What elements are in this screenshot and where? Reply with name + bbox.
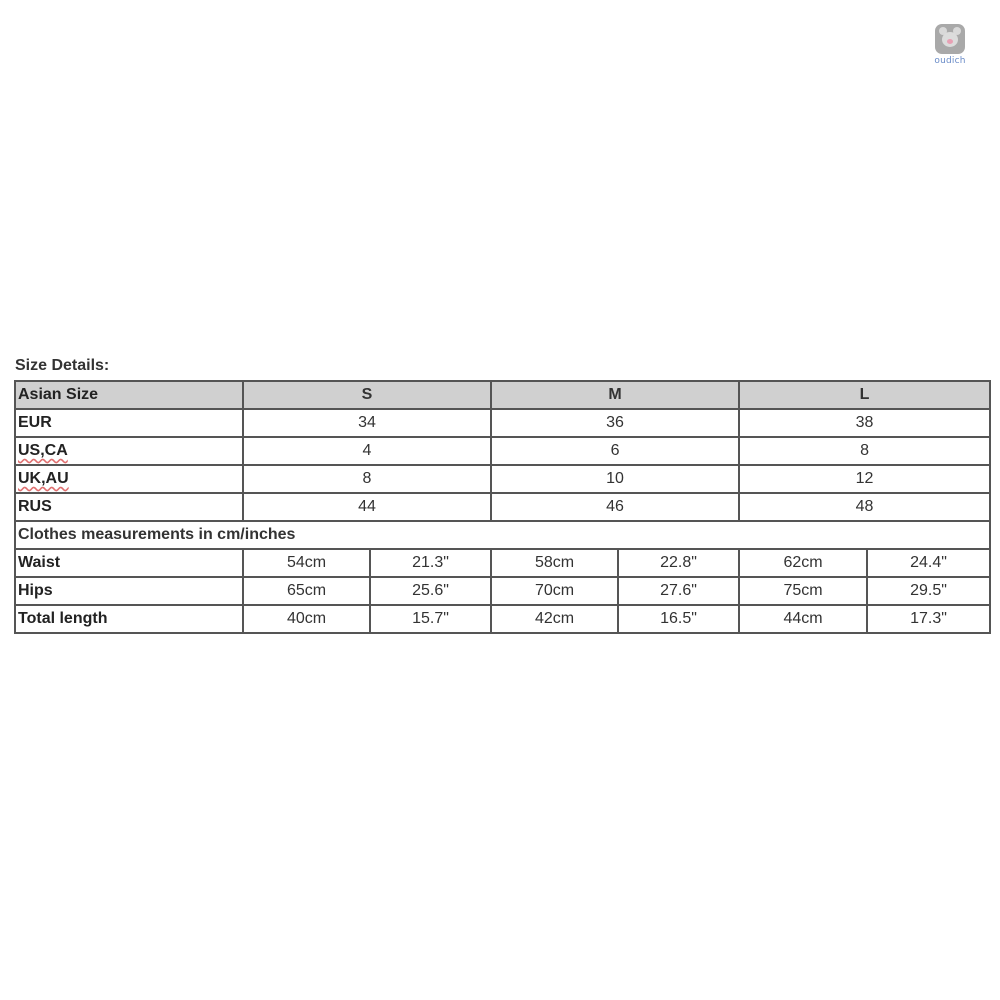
table-cell: 36 <box>491 409 739 437</box>
table-cell: 6 <box>491 437 739 465</box>
table-row <box>15 549 990 577</box>
table-cell: 8 <box>243 465 491 493</box>
row-label: Waist <box>15 549 243 577</box>
table-header-row <box>15 381 990 409</box>
table-cell: 21.3" <box>370 549 491 577</box>
table-cell: 70cm <box>491 577 618 605</box>
table-cell: 40cm <box>243 605 370 633</box>
table-cell: 17.3" <box>867 605 990 633</box>
size-header-m: M <box>491 381 739 409</box>
table-row <box>15 605 990 633</box>
table-row <box>15 409 990 437</box>
table-cell: 22.8" <box>618 549 739 577</box>
table-cell: 24.4" <box>867 549 990 577</box>
table-cell: 34 <box>243 409 491 437</box>
row-label: Total length <box>15 605 243 633</box>
brand-logo-text: oudich <box>934 56 966 66</box>
mouse-logo-icon <box>935 24 965 54</box>
table-cell: 58cm <box>491 549 618 577</box>
row-label: EUR <box>15 409 243 437</box>
table-row <box>15 493 990 521</box>
table-cell: 46 <box>491 493 739 521</box>
table-cell: 4 <box>243 437 491 465</box>
size-chart-table <box>14 380 991 634</box>
size-header-s: S <box>243 381 491 409</box>
table-cell: 15.7" <box>370 605 491 633</box>
table-cell: 16.5" <box>618 605 739 633</box>
measurements-section-label: Clothes measurements in cm/inches <box>15 521 990 549</box>
row-label <box>15 465 243 493</box>
size-details-title: Size Details: <box>15 357 110 374</box>
table-cell: 8 <box>739 437 990 465</box>
table-cell: 44 <box>243 493 491 521</box>
size-header-l: L <box>739 381 990 409</box>
row-label: RUS <box>15 493 243 521</box>
table-cell: 75cm <box>739 577 867 605</box>
row-label-text: US,CA <box>18 442 68 459</box>
table-cell: 48 <box>739 493 990 521</box>
table-cell: 12 <box>739 465 990 493</box>
table-cell: 27.6" <box>618 577 739 605</box>
table-cell: 42cm <box>491 605 618 633</box>
table-cell: 44cm <box>739 605 867 633</box>
brand-logo <box>930 24 970 72</box>
table-row <box>15 437 990 465</box>
row-label: Hips <box>15 577 243 605</box>
section-row <box>15 521 990 549</box>
header-label: Asian Size <box>15 381 243 409</box>
table-cell: 25.6" <box>370 577 491 605</box>
row-label <box>15 437 243 465</box>
table-cell: 10 <box>491 465 739 493</box>
table-cell: 54cm <box>243 549 370 577</box>
row-label-text: UK,AU <box>18 470 69 487</box>
table-cell: 38 <box>739 409 990 437</box>
table-cell: 65cm <box>243 577 370 605</box>
table-row <box>15 465 990 493</box>
table-row <box>15 577 990 605</box>
table-cell: 62cm <box>739 549 867 577</box>
table-cell: 29.5" <box>867 577 990 605</box>
